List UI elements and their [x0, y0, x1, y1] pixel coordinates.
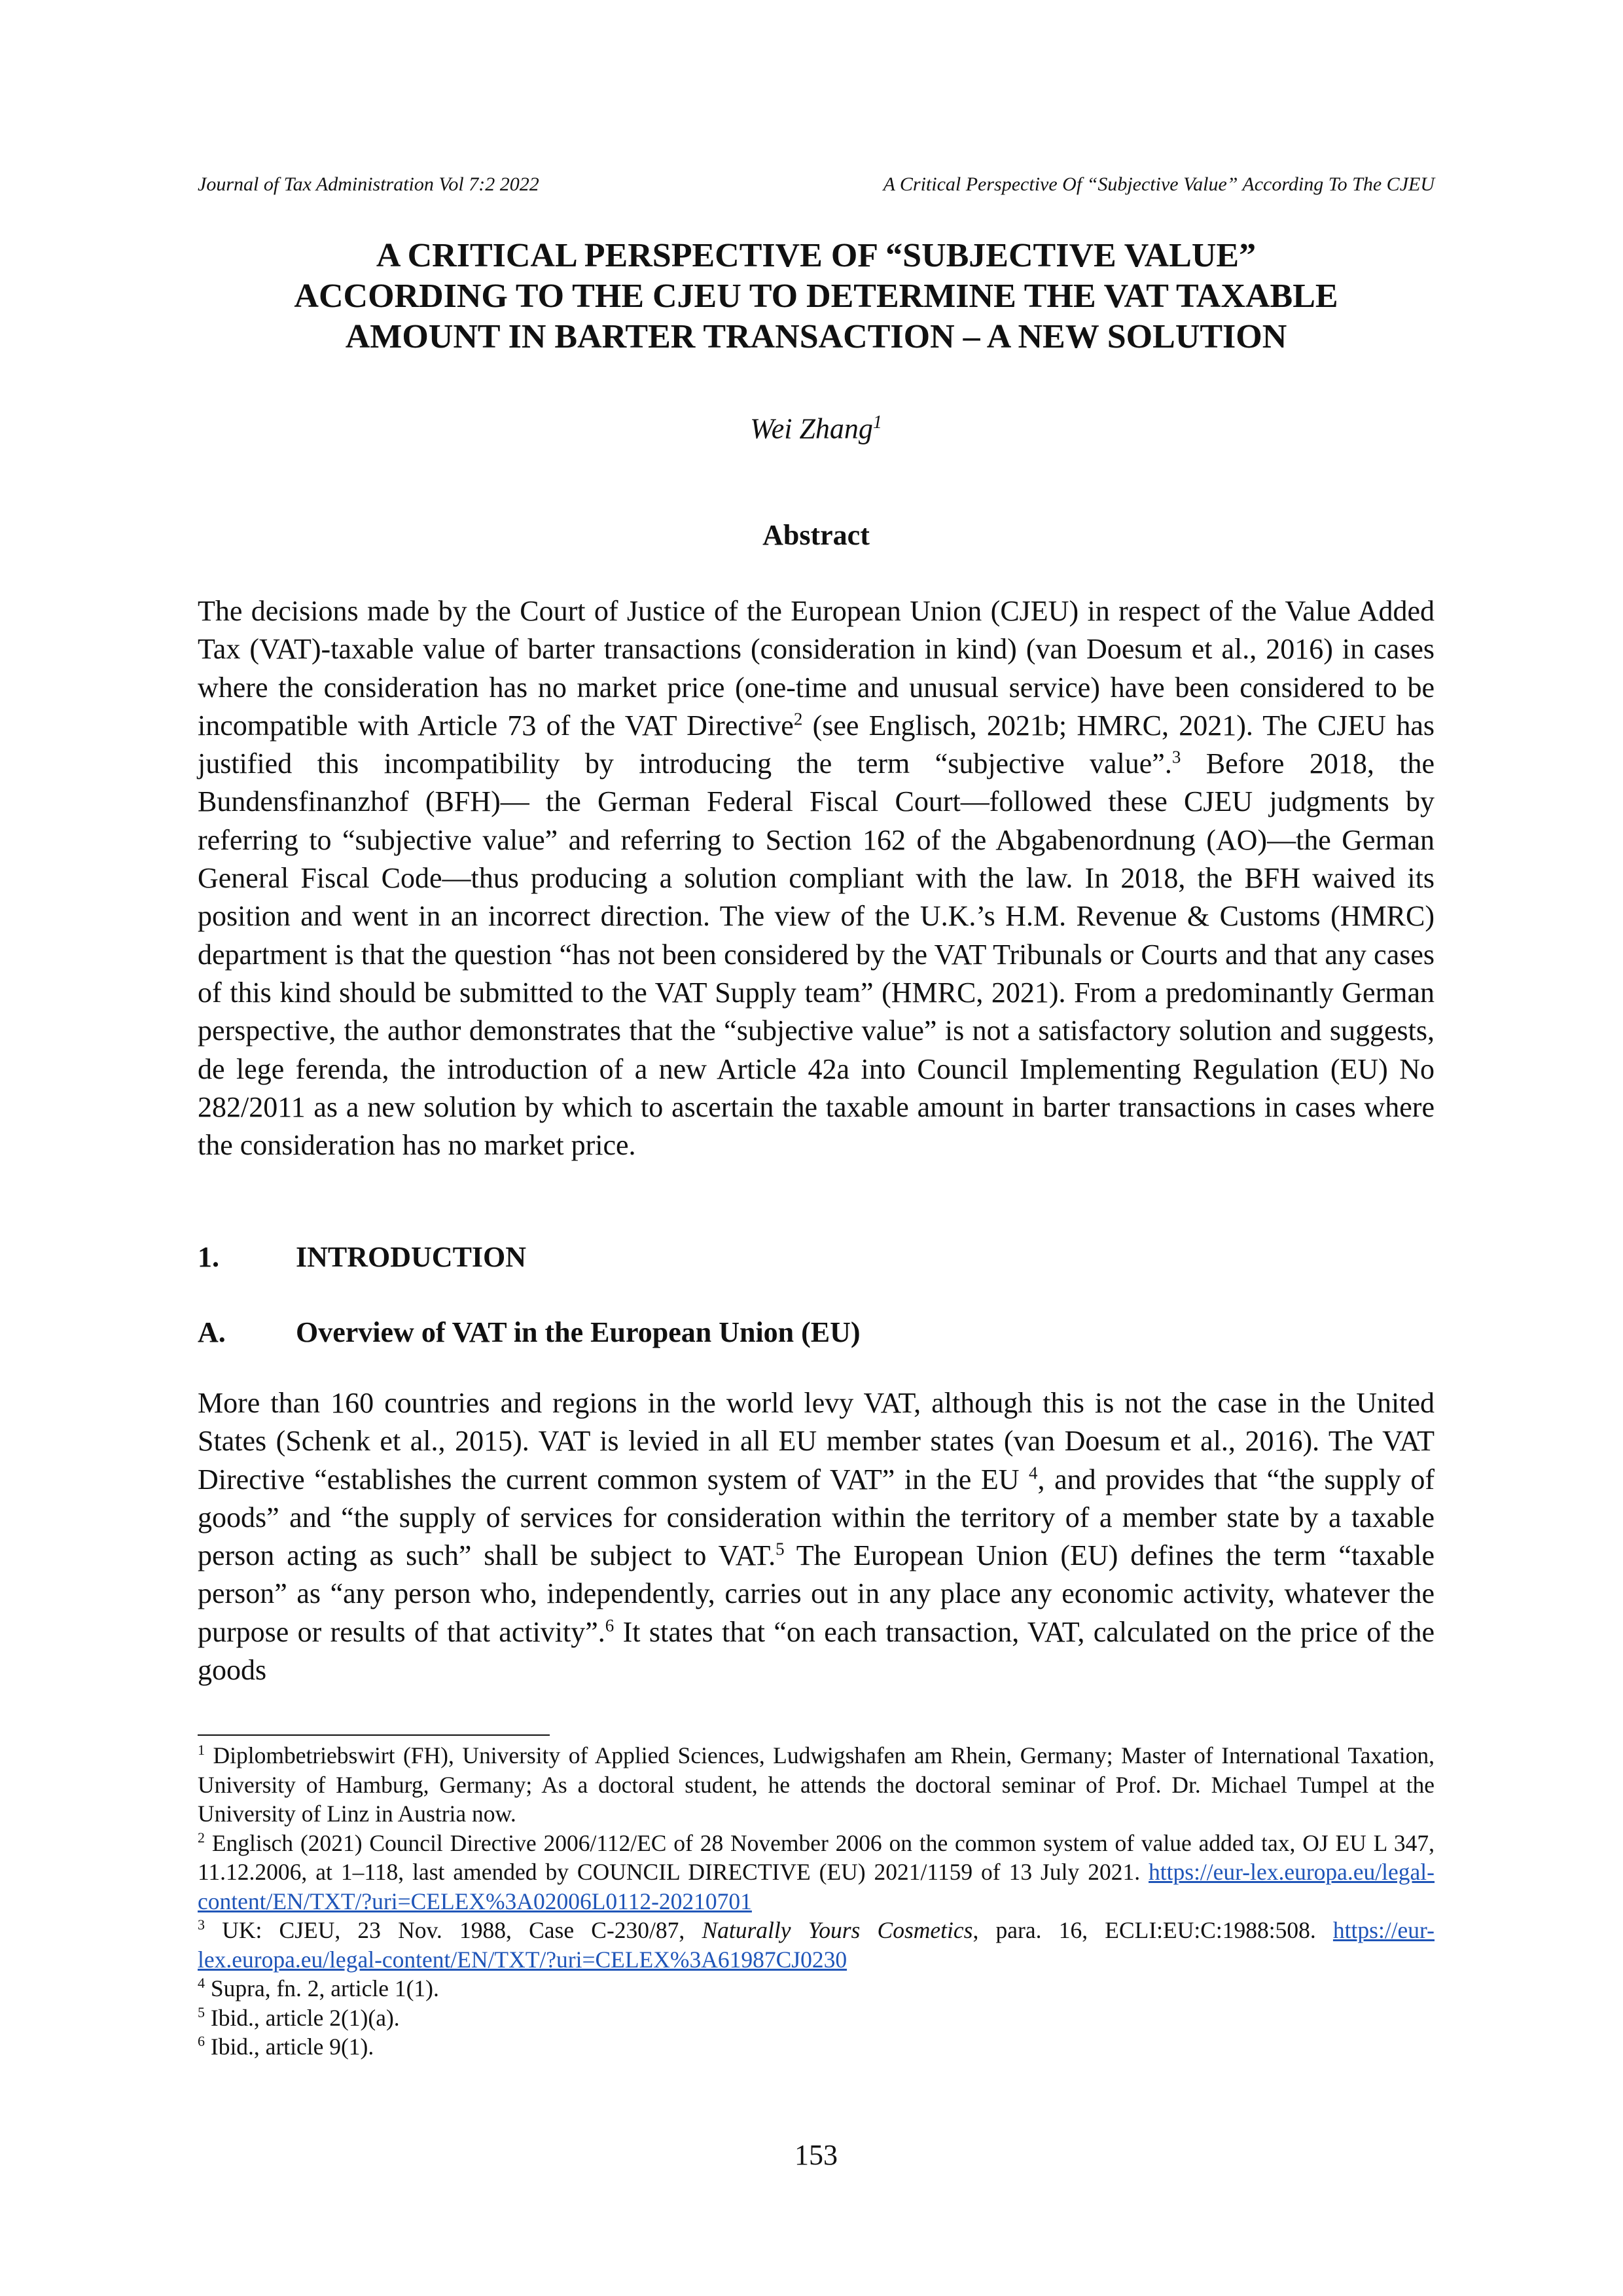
footnote-ref[interactable]: 4: [1029, 1462, 1038, 1482]
running-header: [198, 171, 1435, 198]
section-heading-introduction: [198, 1239, 526, 1276]
page: [198, 0, 1435, 2296]
footnote-5: $^5$ Ibid., article 2(1)(a).: [198, 2003, 400, 2031]
title-line-3: AMOUNT IN BARTER TRANSACTION – A NEW SOLUTION: [345, 318, 1287, 355]
author-name: Wei Zhang: [750, 412, 873, 445]
title-line-2: ACCORDING TO THE CJEU TO DETERMINE THE VAT TAXABLE: [294, 278, 1338, 315]
intro-paragraph: More than 160 countries and regions in the world levy VAT, although this is not the case in the United States (Schenk et al., 2015). VAT is levied in all EU member states (van Doesum et al., 2016). The VAT Directive “establishes the current common system of VAT” in the EU $^4$, and provides that “the supply of goods” and “the supply of services for consideration within the territory of a member state by a taxable person acting as such” shall be subject to VAT.$^5$ The European Union (EU) defines the term “taxable person” as “any person who, independently, carries out in any place any economic activity, whatever the purpose or results of that activity”.$^6$ It states that “on each transaction, VAT, calculated on the price of the goods: [198, 1387, 1435, 1687]
section-number: 1.: [198, 1241, 219, 1273]
subsection-title: Overview of VAT in the European Union (EU): [296, 1316, 861, 1348]
paper-title: [198, 236, 1435, 357]
footnote-1: $^1$ Diplombetriebswirt (FH), University of Applied Sciences, Ludwigshafen am Rhein, Germany; Master of International Taxation, University of Hamburg, Germany; As a doctoral student, he attends the doctoral seminar of Prof. Dr. Michael Tumpel at the University of Linz in Austria now.: [198, 1742, 1435, 1827]
case-name: Naturally Yours Cosmetics: [702, 1917, 973, 1943]
abstract-heading: Abstract: [762, 519, 870, 551]
author-footnote-mark: 1: [872, 412, 882, 433]
footnote-4: $^4$ Supra, fn. 2, article 1(1).: [198, 1975, 439, 2001]
page-number: 153: [794, 2139, 838, 2171]
journal-name: Journal of Tax Administration Vol 7:2 2022: [198, 173, 539, 195]
title-line-1: A CRITICAL PERSPECTIVE OF “SUBJECTIVE VALUE”: [376, 237, 1257, 274]
footnote-3-link[interactable]: https://eur-lex.europa.eu/legal-content/EN/TXT/?uri=CELEX%3A61987CJ0230: [198, 1917, 1435, 1973]
footnote-6: $^6$ Ibid., article 9(1).: [198, 2033, 374, 2060]
footnote-ref[interactable]: 6: [605, 1615, 615, 1636]
running-title: A Critical Perspective Of “Subjective Value” According To The CJEU: [883, 173, 1435, 195]
footnote-2: $^2$ Englisch (2021) Council Directive 2006/112/EC of 28 November 2006 on the common system of value added tax, OJ EU L 347, 11.12.2006, at 1–118, last amended by COUNCIL DIRECTIVE (EU) 2021/1159 of 13 July 2021. https://eur-lex.europa.eu/legal-content/EN/TXT/?uri=CELEX%3A02006L0112-20210701: [198, 1829, 1435, 1914]
abstract-paragraph: The decisions made by the Court of Justice of the European Union (CJEU) in respect of the Value Added Tax (VAT)-taxable value of barter transactions (consideration in kind) (van Doesum et al., 2016) in cases where the consideration has no market price (one-time and unusual service) have been considered to be incompatible with Article 73 of the VAT Directive$^2$ (see Englisch, 2021b; HMRC, 2021). The CJEU has justified this incompatibility by introducing the term “subjective value”.$^3$ Before 2018, the Bundensfinanzhof (BFH)— the German Federal Fiscal Court—followed these CJEU judgments by referring to “subjective value” and referring to Section 162 of the Abgabenordnung (AO)—the German General Fiscal Code—thus producing a solution compliant with the law. In 2018, the BFH waived its position and went in an incorrect direction. The view of the U.K.’s H.M. Revenue & Customs (HMRC) department is that the question “has not been considered by the VAT Tribunals or Courts and that any cases of this kind should be submitted to the VAT Supply team” (HMRC, 2021). From a predominantly German perspective, the author demonstrates that the “subjective value” is not a satisfactory solution and suggests, de lege ferenda, the introduction of a new Article 42a into Council Implementing Regulation (EU) No 282/2011 as a new solution by which to ascertain the taxable amount in barter transactions in cases where the consideration has no market price.: [198, 595, 1435, 1162]
subsection-number: A.: [198, 1316, 226, 1348]
subsection-heading-overview: [198, 1314, 861, 1351]
footnote-2-link[interactable]: https://eur-lex.europa.eu/legal-content/EN/TXT/?uri=CELEX%3A02006L0112-20210701: [198, 1859, 1435, 1914]
footnote-3: $^3$ UK: CJEU, 23 Nov. 1988, Case C-230/87, Naturally Yours Cosmetics, para. 16, ECLI:EU:C:1988:508. https://eur-lex.europa.eu/legal-content/EN/TXT/?uri=CELEX%3A61987CJ0230: [198, 1916, 1435, 1973]
footnote-separator: [198, 1734, 550, 1736]
section-title: INTRODUCTION: [296, 1241, 527, 1273]
author: [198, 404, 1435, 448]
footnote-ref[interactable]: 5: [776, 1539, 785, 1559]
footnotes: [198, 1741, 1435, 2062]
footnote-ref[interactable]: 2: [793, 709, 803, 729]
footnote-ref[interactable]: 3: [1171, 747, 1181, 767]
